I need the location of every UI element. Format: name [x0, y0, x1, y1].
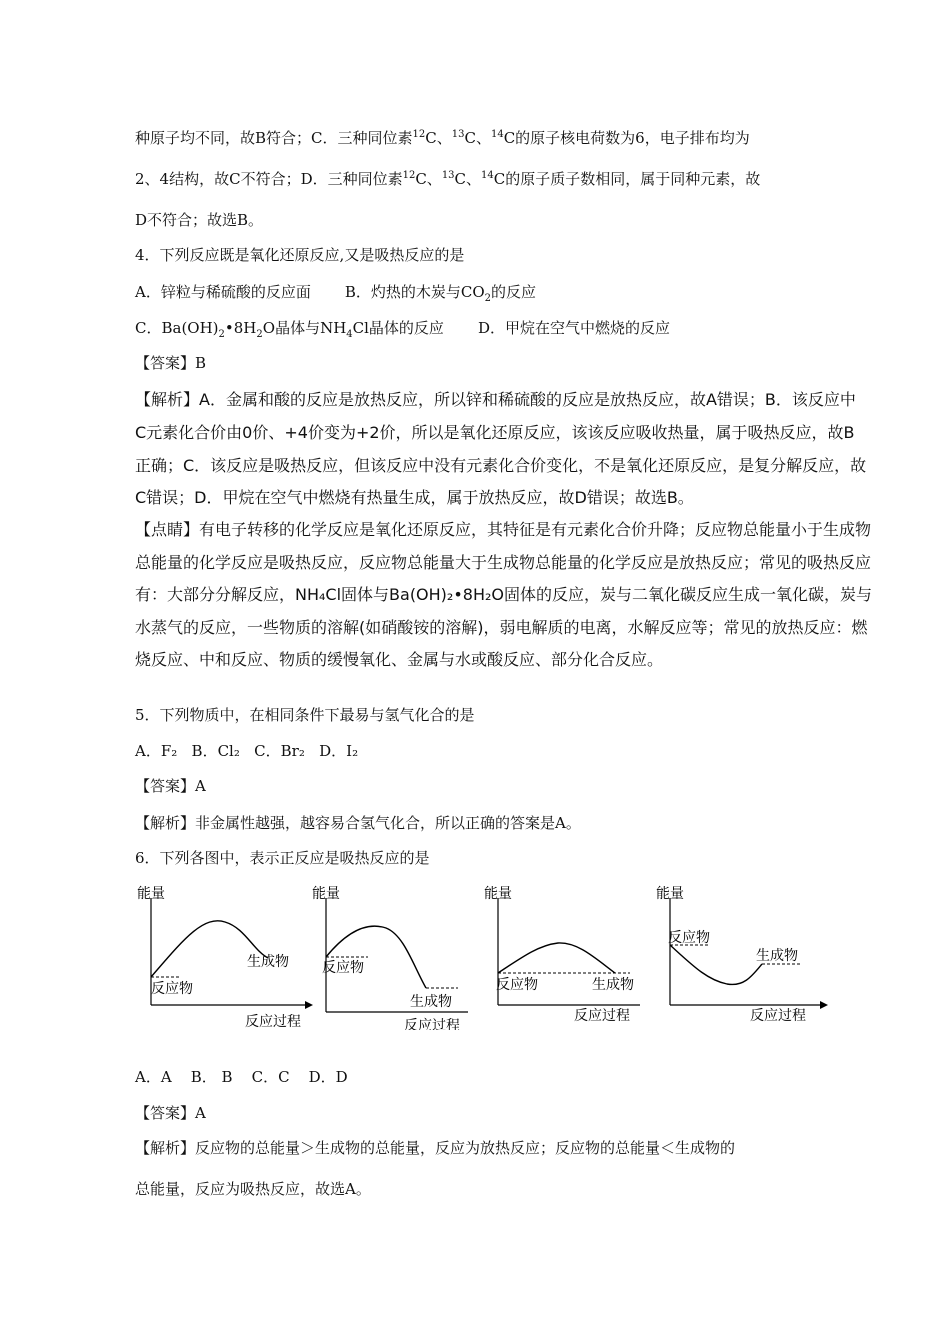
q4-answer: 【答案】B: [135, 354, 207, 372]
product-label: 生成物: [756, 948, 798, 964]
y-axis-label: 能量: [312, 886, 340, 902]
reactant-label: 反应物: [322, 960, 364, 976]
energy-diagram-b: [308, 880, 483, 1030]
product-label: 生成物: [410, 994, 452, 1010]
x-axis-label: 反应过程: [404, 1018, 460, 1030]
reactant-label: 反应物: [151, 981, 193, 997]
q4-option-d: D．甲烷在空气中燃烧的反应: [477, 319, 670, 337]
product-label: 生成物: [592, 977, 634, 993]
reactant-label: 反应物: [496, 977, 538, 993]
x-axis-label: 反应过程: [245, 1014, 301, 1030]
q6-analysis-line-1: 【解析】反应物的总能量＞生成物的总能量，反应为放热反应；反应物的总能量＜生成物的: [135, 1139, 736, 1157]
q4-option-b: B．灼热的木炭与$CO_2$的反应: [344, 283, 537, 304]
x-axis-label: 反应过程: [750, 1008, 806, 1024]
q4-note-line: 烧反应、中和反应、物质的缓慢氧化、金属与水或酸反应、部分化合反应。: [135, 650, 664, 669]
q3-line-2: 2、4结构，故C不符合；D．三种同位素$^{12}$C、$^{13}$C、$^{14}$C的原子质子数相同，属于同种元素，故: [135, 170, 761, 188]
q6-stem: 6．下列各图中，表示正反应是吸热反应的是: [135, 849, 430, 867]
q6-options: A．A B． B C．C D．D: [135, 1068, 348, 1086]
x-axis-label: 反应过程: [574, 1008, 630, 1024]
q4-option-a: A．锌粒与稀硫酸的反应面: [135, 283, 311, 301]
q3-line-3: D不符合；故选B。: [135, 211, 264, 229]
q5-stem: 5．下列物质中，在相同条件下最易与氢气化合的是: [135, 706, 475, 724]
q6-analysis-line-2: 总能量，反应为吸热反应，故选A。: [135, 1180, 371, 1198]
product-label: 生成物: [247, 954, 289, 970]
q5-answer: 【答案】A: [135, 777, 206, 795]
q5-analysis: 【解析】非金属性越强，越容易合氢气化合，所以正确的答案是A。: [135, 814, 581, 832]
q4-stem: 4．下列反应既是氧化还原反应,又是吸热反应的是: [135, 246, 465, 264]
q4-analysis-line: 正确；C．该反应是吸热反应，但该反应中没有元素化合价变化，不是氧化还原反应，是复分解反应，故: [135, 456, 867, 475]
q4-note-line: 总能量的化学反应是吸热反应，反应物总能量大于生成物总能量的化学反应是放热反应；常见的吸热反应: [135, 553, 872, 572]
energy-diagram-a: [133, 880, 313, 1030]
q4-option-c: C．$Ba(OH)_2•8H_2O$晶体与$NH_4Cl$晶体的反应: [135, 319, 444, 340]
y-axis-label: 能量: [656, 886, 684, 902]
q4-note-line: 有：大部分分解反应，NH₄Cl固体与Ba(OH)₂•8H₂O固体的反应，炭与二氧化碳反应生成一氧化碳，炭与: [135, 585, 872, 604]
q4-analysis-line: C错误；D．甲烷在空气中燃烧有热量生成，属于放热反应，故D错误；故选B。: [135, 488, 694, 507]
reactant-label: 反应物: [668, 930, 710, 946]
q4-note-line: 【点睛】有电子转移的化学反应是氧化还原反应，其特征是有元素化合价升降；反应物总能量小于生成物: [135, 520, 872, 539]
q4-analysis-line: C元素化合价由0价、+4价变为+2价，所以是氧化还原反应，该该反应吸收热量，属于吸热反应，故B: [135, 423, 855, 442]
y-axis-label: 能量: [484, 886, 512, 902]
q4-analysis-line: 【解析】A．金属和酸的反应是放热反应，所以锌和稀硫酸的反应是放热反应，故A错误；B．该反应中: [135, 390, 856, 409]
q4-note-line: 水蒸气的反应，一些物质的溶解(如硝酸铵的溶解)，弱电解质的电离，水解反应等；常见的放热反应：燃: [135, 618, 868, 637]
q4-options-ab: [135, 282, 536, 302]
energy-diagram-d: [652, 880, 832, 1030]
q4-options-cd: [135, 318, 670, 338]
y-axis-label: 能量: [137, 886, 165, 902]
q5-options: A．F₂ B．Cl₂ C．Br₂ D．I₂: [135, 742, 359, 760]
energy-diagram-c: [480, 880, 650, 1030]
q3-line-1: 种原子均不同，故B符合；C．三种同位素$^{12}$C、$^{13}$C、$^{14}$C的原子核电荷数为6，电子排布均为: [135, 129, 750, 147]
q6-answer: 【答案】A: [135, 1104, 206, 1122]
